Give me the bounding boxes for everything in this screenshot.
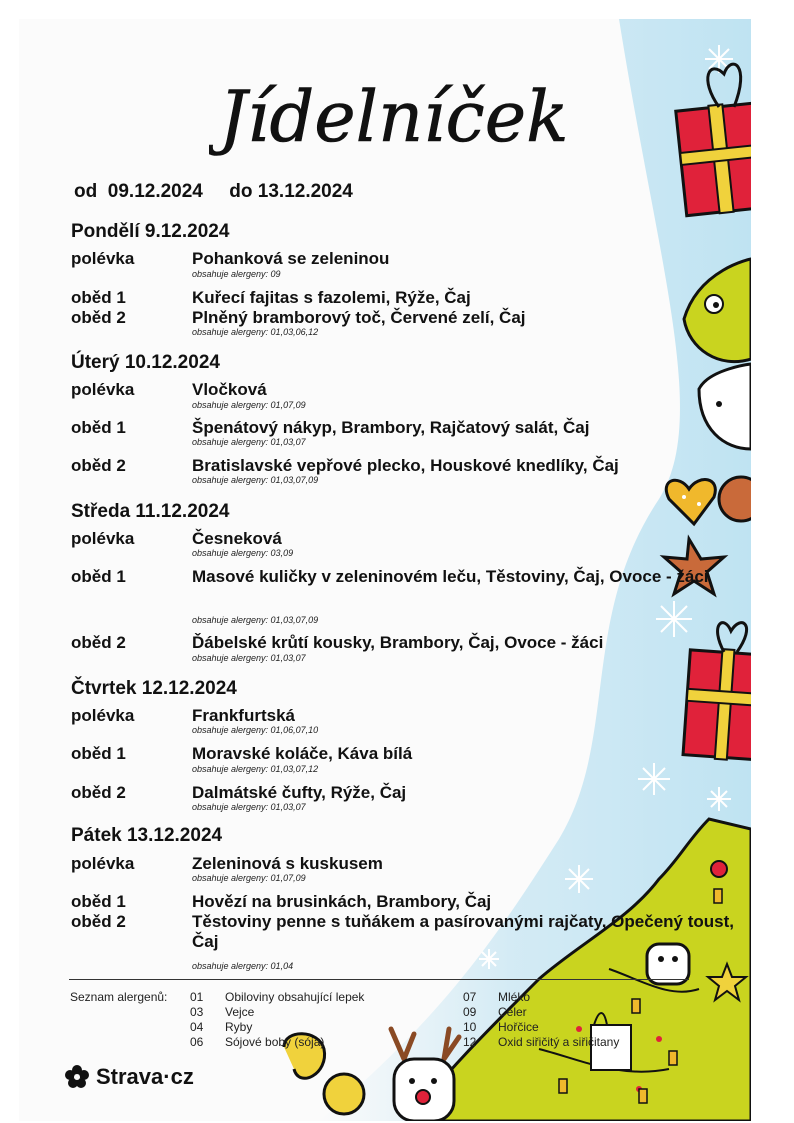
day-title: Úterý 10.12.2024 [71,352,220,373]
meal-label: polévka [71,706,135,725]
page-title-script [209,59,589,169]
legend-name: Sójové boby (sója) [225,1035,325,1049]
meal-dish: Hovězí na brusinkách, Brambory, Čaj [192,892,492,911]
legend-name: Obiloviny obsahující lepek [225,990,365,1004]
flower-logo-icon [64,1064,90,1090]
meal-label: oběd 2 [71,308,126,327]
to-date: 13.12.2024 [257,181,353,202]
meal-allergens: obsahuje alergeny: 01,03,07,09 [192,615,319,625]
meal-label: oběd 2 [71,912,126,931]
meal-dish: Zeleninová s kuskusem [192,854,383,873]
legend-name: Vejce [225,1005,255,1019]
meal-label: oběd 1 [71,892,126,911]
legend-name: Oxid siřičitý a siřičitany [498,1035,620,1049]
meal-label: polévka [71,249,135,268]
menu-sheet [19,19,751,1121]
date-range [74,181,353,203]
meal-dish: Špenátový nákyp, Brambory, Rajčatový salát, Čaj [192,418,590,437]
meal-allergens: obsahuje alergeny: 03,09 [192,548,294,558]
legend-code: 10 [463,1020,477,1034]
legend-code: 12 [463,1035,477,1049]
meal-allergens: obsahuje alergeny: 01,07,09 [192,400,306,410]
day-title: Středa 11.12.2024 [71,501,230,522]
meal-dish: Bratislavské vepřové plecko, Houskové knedlíky, Čaj [192,456,619,475]
meal-label: polévka [71,380,135,399]
meal-dish: Ďábelské krůtí kousky, Brambory, Čaj, Ovoce - žáci [192,633,604,652]
meal-label: oběd 1 [71,744,126,763]
meal-dish: Těstoviny penne s tuňákem a pasírovanými rajčaty, Opečený toust, Čaj [192,912,734,951]
meal-allergens: obsahuje alergeny: 01,07,09 [192,873,306,883]
meal-dish: Frankfurtská [192,706,295,725]
meal-label: oběd 2 [71,633,126,652]
meal-label: polévka [71,529,135,548]
to-label: do [229,181,253,202]
from-label: od [74,181,98,202]
day-title: Pátek 13.12.2024 [71,825,223,846]
meal-label: oběd 1 [71,418,126,437]
meal-dish: Moravské koláče, Káva bílá [192,744,413,763]
day-title: Čtvrtek 12.12.2024 [71,678,237,699]
legend-code: 06 [190,1035,204,1049]
meal-dish: Pohanková se zeleninou [192,249,390,268]
legend-name: Hořčice [498,1020,539,1034]
meal-dish: Masové kuličky v zeleninovém leču, Těstoviny, Čaj, Ovoce - žáci [192,567,709,586]
meal-label: polévka [71,854,135,873]
meal-dish: Kuřecí fajitas s fazolemi, Rýže, Čaj [192,288,471,307]
legend-name: Mléko [498,990,531,1004]
meal-allergens: obsahuje alergeny: 09 [192,269,281,279]
day-title: Pondělí 9.12.2024 [71,221,230,242]
meal-allergens: obsahuje alergeny: 01,03,07 [192,437,306,447]
meal-label: oběd 1 [71,567,126,586]
legend-code: 01 [190,990,204,1004]
meal-dish: Vločková [192,380,267,399]
legend-code: 07 [463,990,477,1004]
legend-code: 09 [463,1005,477,1019]
meal-dish: Česneková [192,529,282,548]
legend-title: Seznam alergenů: [70,990,168,1004]
meal-label: oběd 1 [71,288,126,307]
meal-dish: Plněný bramborový toč, Červené zelí, Čaj [192,308,526,327]
legend-code: 03 [190,1005,204,1019]
divider [69,979,689,980]
logo-text: Strava·cz [96,1064,194,1089]
meal-allergens: obsahuje alergeny: 01,06,07,10 [192,725,319,735]
legend-name: Ryby [225,1020,253,1034]
meal-allergens: obsahuje alergeny: 01,03,07,12 [192,764,319,774]
meal-label: oběd 2 [71,456,126,475]
meal-allergens: obsahuje alergeny: 01,03,06,12 [192,327,319,337]
legend-name: Celer [498,1005,527,1019]
meal-allergens: obsahuje alergeny: 01,04 [192,961,294,971]
meal-label: oběd 2 [71,783,126,802]
meal-allergens: obsahuje alergeny: 01,03,07 [192,653,306,663]
meal-allergens: obsahuje alergeny: 01,03,07 [192,802,306,812]
page-title: Jídelníček [219,76,569,158]
from-date: 09.12.2024 [107,181,203,202]
meal-dish: Dalmátské čufty, Rýže, Čaj [192,783,407,802]
meal-allergens: obsahuje alergeny: 01,03,07,09 [192,475,319,485]
legend-code: 04 [190,1020,204,1034]
strava-logo [64,1064,194,1090]
